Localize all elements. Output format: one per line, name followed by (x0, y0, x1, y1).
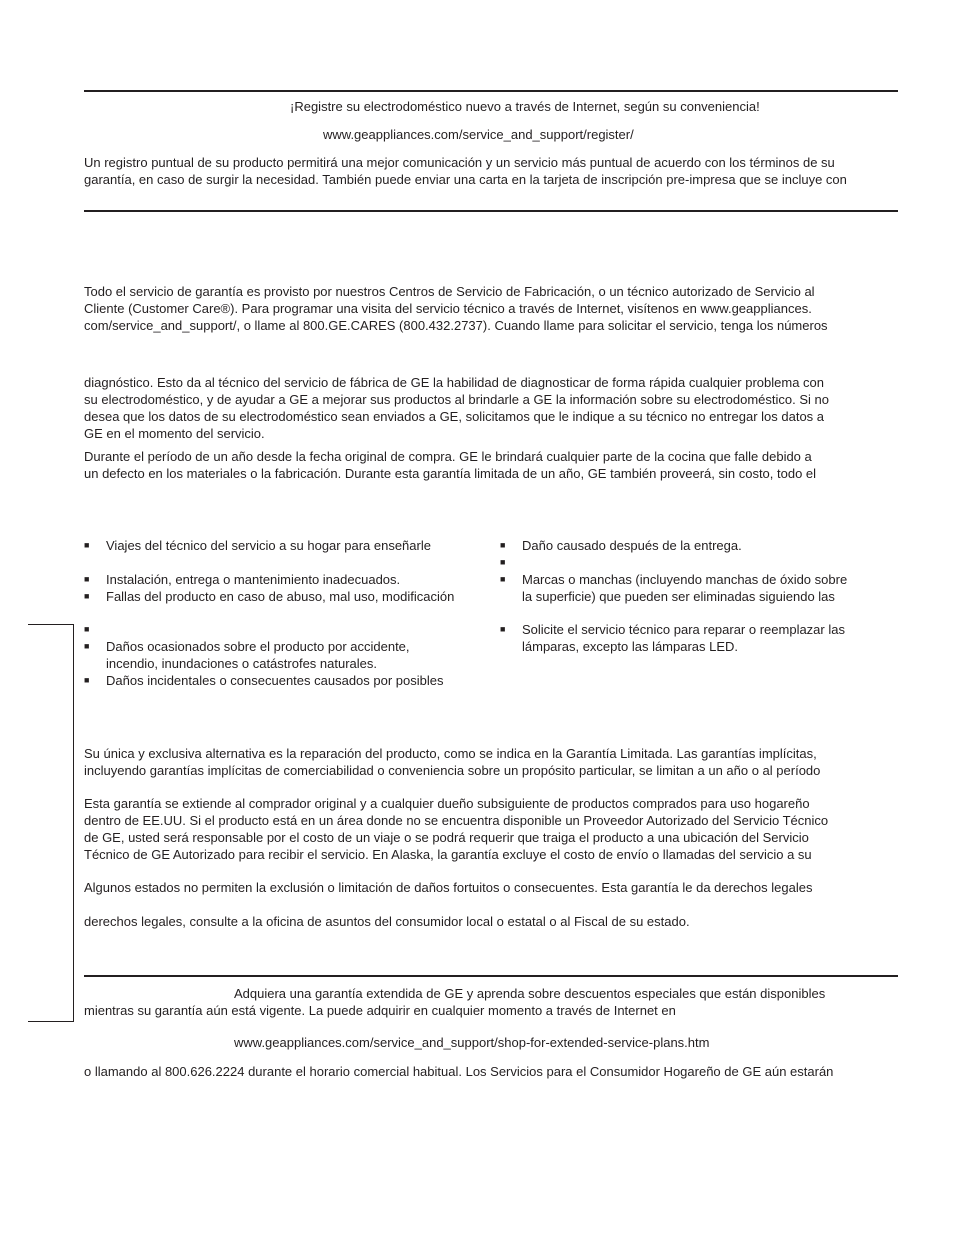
extended-line-1: Adquiera una garantía extendida de GE y aprenda sobre descuentos especiales que están disponibles (234, 986, 826, 1001)
service-paragraph-2 (84, 374, 898, 442)
bullet-marker: ■ (500, 624, 506, 634)
extended-line-2: mientras su garantía aún está vigente. La puede adquirir en cualquier momento a través de Internet en (84, 1003, 676, 1018)
exclusion-text: Fallas del producto en caso de abuso, mal uso, modificación (106, 589, 455, 604)
text-line: garantía, en caso de surgir la necesidad. También puede enviar una carta en la tarjeta de inscripción pre-impresa que se incluye con (84, 172, 847, 187)
exclusion-text: incendio, inundaciones o catástrofes naturales. (106, 656, 378, 671)
exclusion-text: Daños incidentales o consecuentes causados por posibles (106, 673, 444, 688)
section-rule (84, 210, 898, 212)
text-line: un defecto en los materiales o la fabricación. Durante esta garantía limitada de un año, GE también proveerá, sin costo, todo el (84, 466, 817, 481)
side-bracket (28, 624, 74, 1022)
text-line: de GE, usted será responsable por el costo de un viaje o se podrá requerir que traiga el producto a una ubicación del Servicio (84, 830, 809, 845)
legal-paragraph-3a: Algunos estados no permiten la exclusión o limitación de daños fortuitos o consecuentes. Esta garantía le da derechos legales (84, 880, 813, 895)
section-rule (84, 975, 898, 977)
exclusion-text: lámparas, excepto las lámparas LED. (522, 639, 739, 654)
text-line: Su única y exclusiva alternativa es la reparación del producto, como se indica en la Garantía Limitada. Las garantías implícitas, (84, 746, 817, 761)
text-line: diagnóstico. Esto da al técnico del servicio de fábrica de GE la habilidad de diagnosticar de forma rápida cualquier problema con (84, 375, 824, 390)
bullet-marker: ■ (84, 540, 90, 550)
text-line: desea que los datos de su electrodoméstico sean enviados a GE, solicitamos que le indique a su técnico no entregar los datos a (84, 409, 825, 424)
top-rule (84, 90, 898, 92)
text-line: su electrodoméstico, y de ayudar a GE a mejorar sus productos al brindarle a GE la información sobre su electrodoméstico. Si no (84, 392, 829, 407)
exclusion-text: Solicite el servicio técnico para reparar o reemplazar las (522, 622, 845, 637)
bullet-marker: ■ (500, 574, 506, 584)
exclusion-text: Daños ocasionados sobre el producto por accidente, (106, 639, 410, 654)
text-line: Todo el servicio de garantía es provisto por nuestros Centros de Servicio de Fabricación, o un técnico autorizado de Servicio al (84, 284, 815, 299)
bullet-marker: ■ (84, 574, 90, 584)
legal-paragraph-3b: derechos legales, consulte a la oficina de asuntos del consumidor local o estatal o al Fiscal de su estado. (84, 914, 690, 929)
exclusion-text: Marcas o manchas (incluyendo manchas de óxido sobre (522, 572, 848, 587)
text-line: dentro de EE.UU. Si el producto está en un área donde no se encuentra disponible un Proveedor Autorizado del Servicio Técnico (84, 813, 829, 828)
text-line: Durante el período de un año desde la fecha original de compra. GE le brindará cualquier parte de la cocina que falle debido a (84, 449, 812, 464)
text-line: Cliente (Customer Care®). Para programar una visita del servicio técnico a través de Internet, visítenos en www.geappliances. (84, 301, 812, 316)
bullet-marker: ■ (84, 591, 90, 601)
text-line: GE en el momento del servicio. (84, 426, 265, 441)
bullet-marker: ■ (84, 675, 90, 685)
bullet-marker: ■ (84, 641, 90, 651)
legal-paragraph-1 (84, 745, 898, 779)
register-title: ¡Registre su electrodoméstico nuevo a través de Internet, según su conveniencia! (290, 99, 760, 114)
text-line: com/service_and_support/, o llame al 800.GE.CARES (800.432.2737). Cuando llame para solicitar el servicio, tenga los números (84, 318, 828, 333)
register-url[interactable]: www.geappliances.com/service_and_support/register/ (323, 127, 634, 142)
text-line: Técnico de GE Autorizado para recibir el servicio. En Alaska, la garantía excluye el costo de envío o llamadas del servicio a su (84, 847, 812, 862)
extended-line-3: o llamando al 800.626.2224 durante el horario comercial habitual. Los Servicios para el Consumidor Hogareño de GE aún estarán (84, 1064, 834, 1079)
exclusion-text: Viajes del técnico del servicio a su hogar para enseñarle (106, 538, 431, 553)
service-paragraph-1 (84, 283, 898, 334)
extended-url[interactable]: www.geappliances.com/service_and_support/shop-for-extended-service-plans.htm (234, 1035, 710, 1050)
exclusion-text: Instalación, entrega o mantenimiento inadecuados. (106, 572, 401, 587)
text-line: incluyendo garantías implícitas de comerciabilidad o conveniencia sobre un propósito particular, se limitan a un año o al período (84, 763, 821, 778)
bullet-marker: ■ (84, 624, 90, 634)
register-body (84, 154, 898, 188)
legal-paragraph-2 (84, 795, 898, 863)
exclusion-text: la superficie) que pueden ser eliminadas siguiendo las (522, 589, 835, 604)
bullet-marker: ■ (500, 540, 506, 550)
text-line: Esta garantía se extiende al comprador original y a cualquier dueño subsiguiente de productos comprados para uso hogareño (84, 796, 810, 811)
service-paragraph-3 (84, 448, 898, 482)
bullet-marker: ■ (500, 557, 506, 567)
exclusion-text: Daño causado después de la entrega. (522, 538, 742, 553)
text-line: Un registro puntual de su producto permitirá una mejor comunicación y un servicio más puntual de acuerdo con los términos de su (84, 155, 835, 170)
